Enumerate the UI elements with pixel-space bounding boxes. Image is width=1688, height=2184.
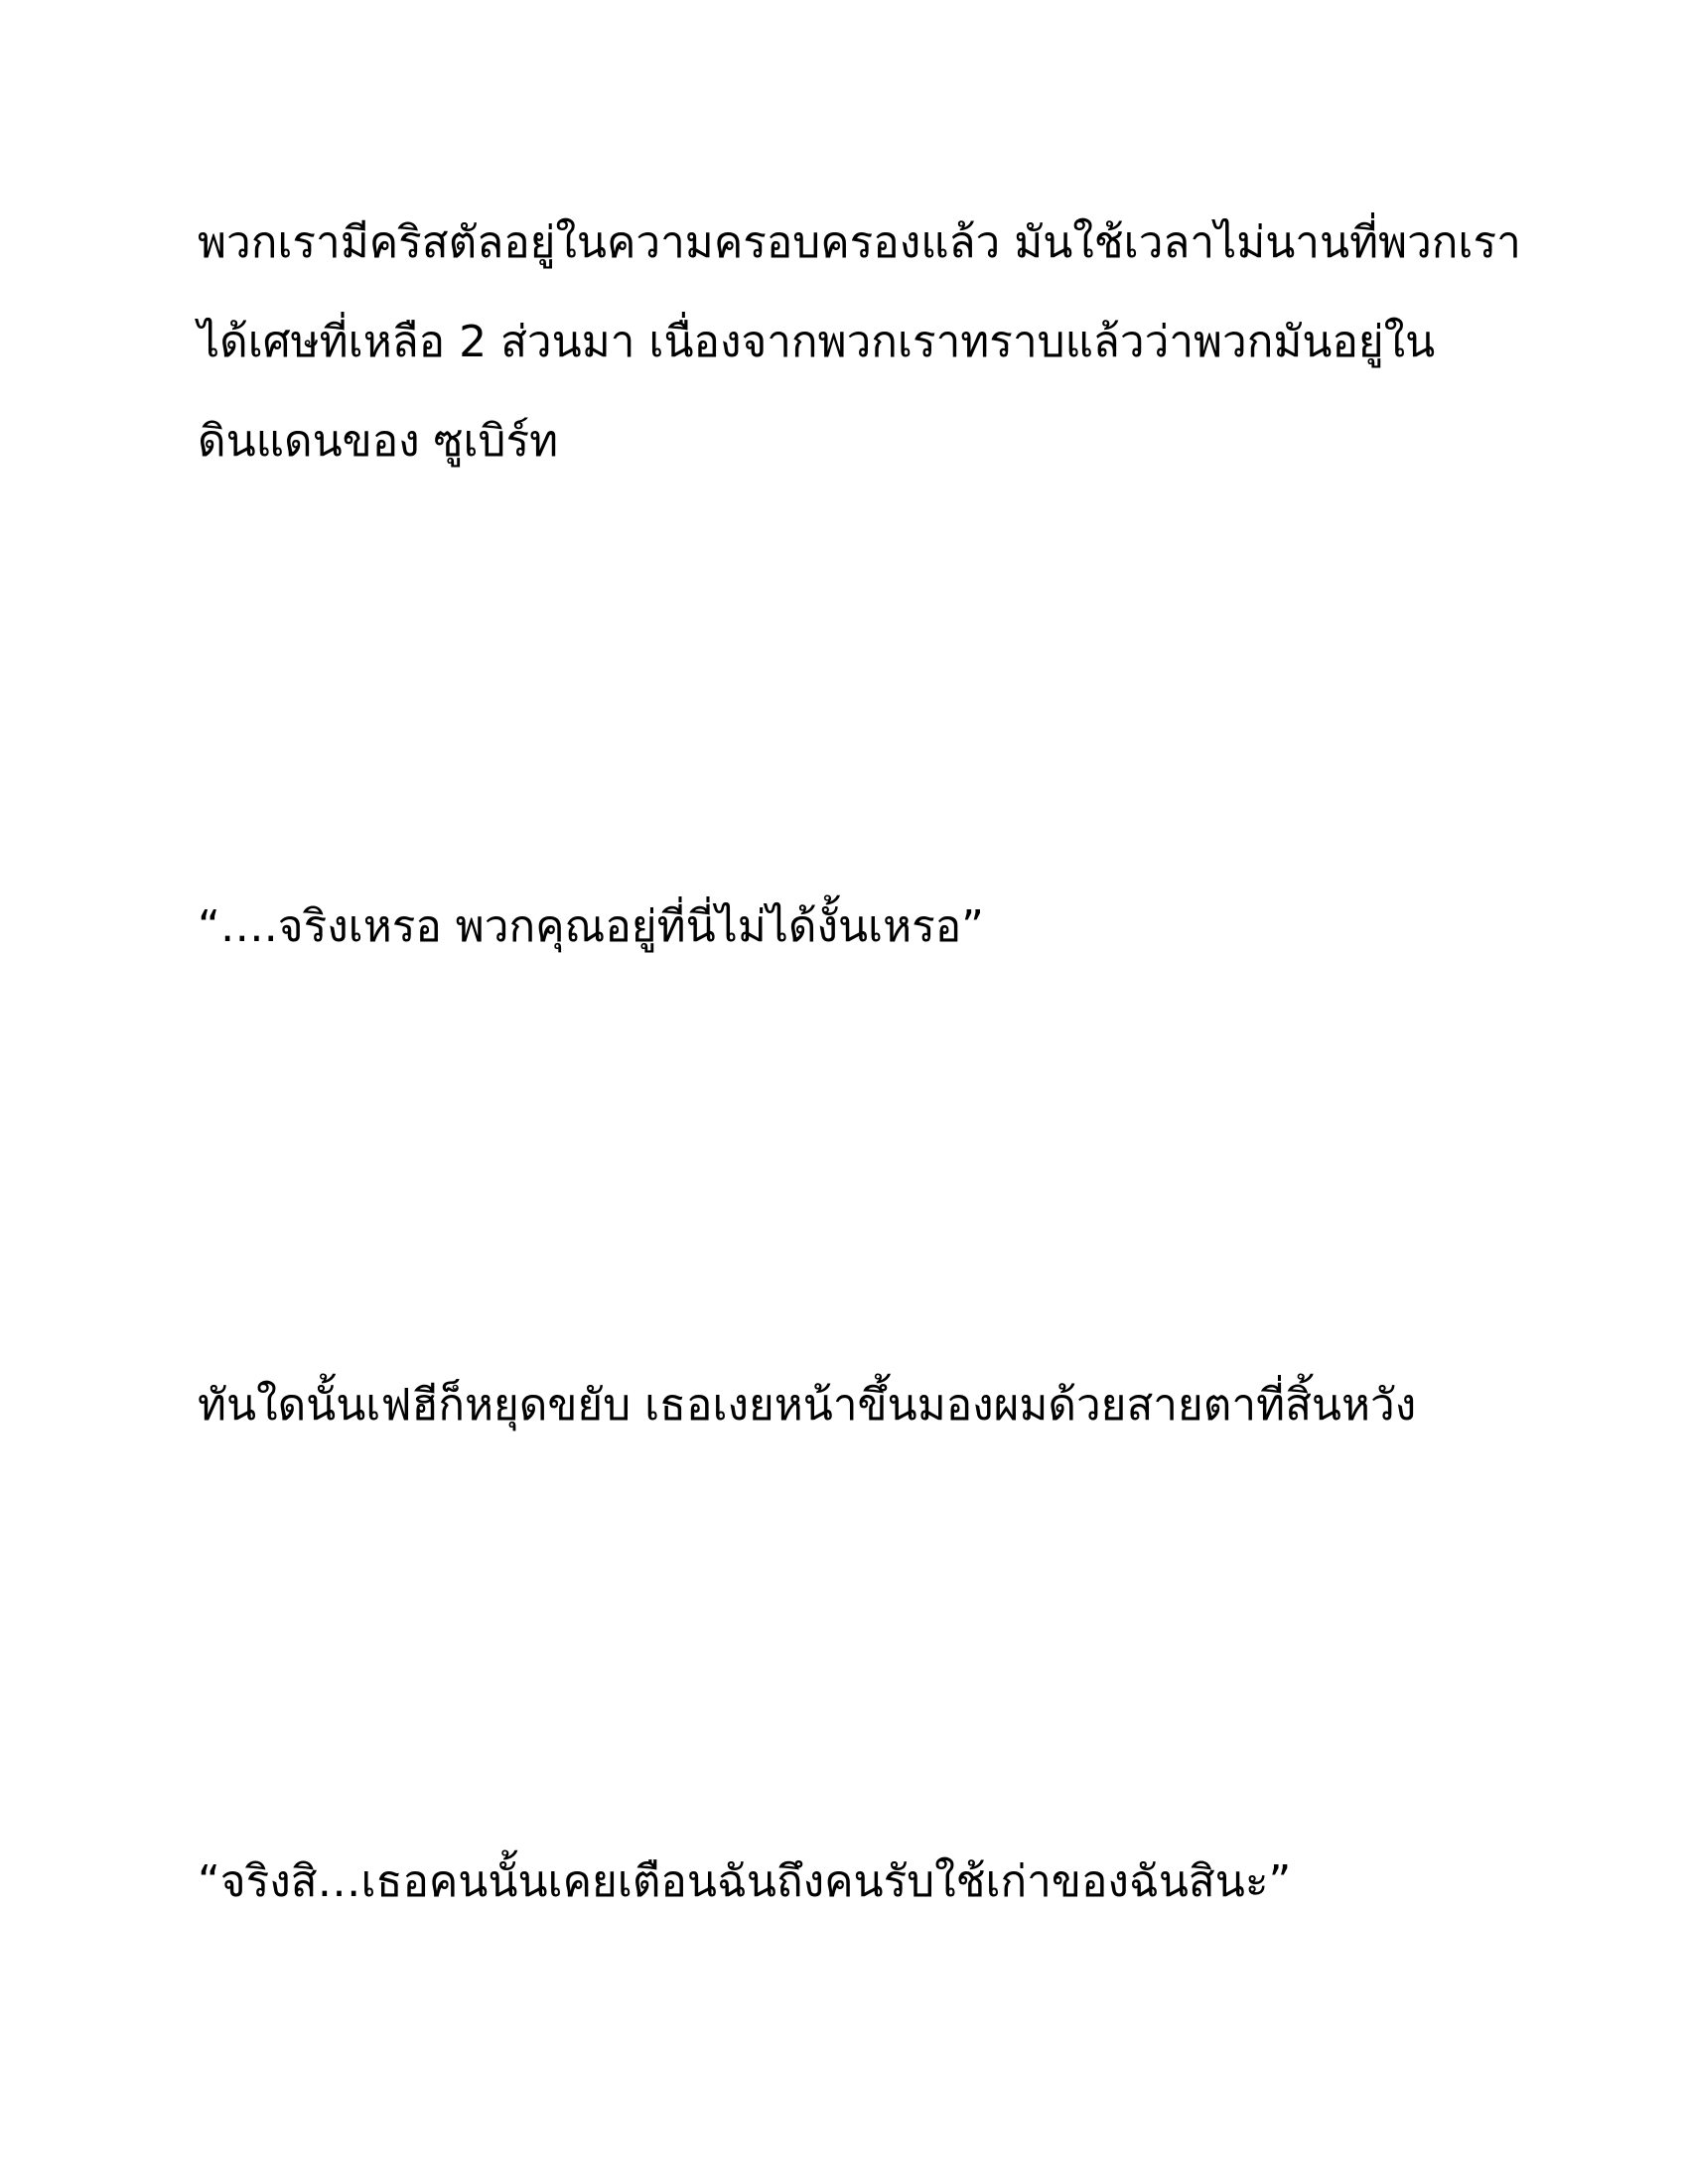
text-line: ได้เศษที่เหลือ 2 ส่วนมา เนื่องจากพวกเราทราบแล้วว่าพวกมันอยู่ใน [198, 317, 1436, 367]
dialogue-paragraph [198, 1833, 1508, 1932]
narration-paragraph [198, 1356, 1508, 1455]
narration-paragraph [198, 194, 1521, 491]
text-line: “จริงสิ…เธอคนนั้นเคยเตือนฉันถึงคนรับใช้เก่าของฉันสินะ” [198, 1856, 1292, 1907]
text-line: “….จริงเหรอ พวกคุณอยู่ที่นี่ไม่ได้งั้นเหรอ” [198, 901, 984, 952]
text-line: ทันใดนั้นเฟฮีก็หยุดขยับ เธอเงยหน้าขึ้นมองผมด้วยสายตาที่สิ้นหวัง [198, 1380, 1417, 1431]
text-line: พวกเรามีคริสตัลอยู่ในความครอบครองแล้ว มันใช้เวลาไม่นานที่พวกเรา [198, 217, 1521, 268]
text-line: ดินแดนของ ซูเบิร์ท [198, 416, 559, 467]
dialogue-paragraph [198, 878, 1508, 977]
